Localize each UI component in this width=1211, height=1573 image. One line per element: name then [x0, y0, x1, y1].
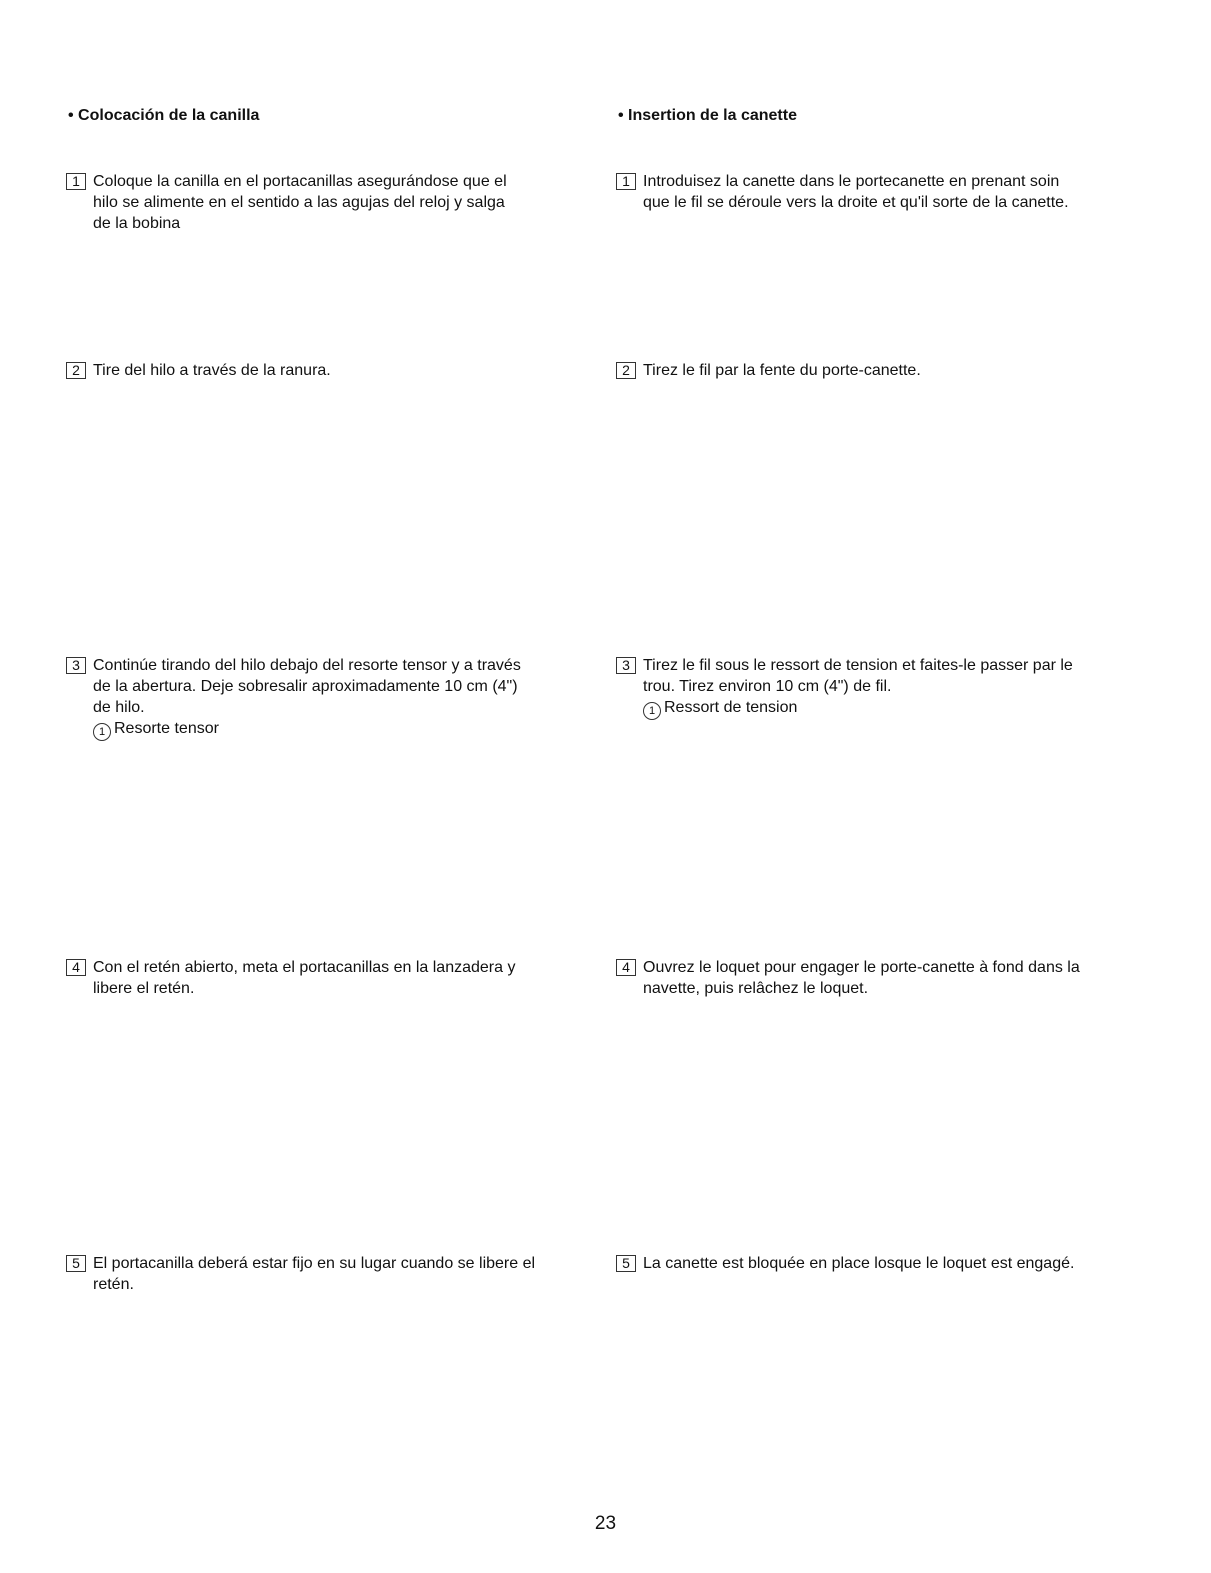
step-line: Tirez le fil par la fente du porte-canette. [643, 362, 921, 379]
step-number: 2 [66, 362, 86, 379]
step-text [93, 655, 596, 718]
step-line: El portacanilla deberá estar fijo en su lugar cuando se libere el [93, 1255, 536, 1272]
step-line: hilo se alimente en el sentido a las agujas del reloj y salga [93, 194, 505, 211]
step-text [643, 360, 1156, 381]
step-line: La canette est bloquée en place losque le loquet est engagé. [643, 1255, 1075, 1272]
step-text [93, 1253, 596, 1295]
callout-label [643, 697, 1156, 720]
step-number: 4 [66, 959, 86, 976]
step-line: Introduisez la canette dans le portecanette en prenant soin [643, 173, 1060, 190]
spanish-step-5 [66, 1253, 596, 1295]
page-number: 23 [594, 1513, 617, 1534]
spanish-heading: • Colocación de la canilla [68, 107, 260, 124]
step-number: 3 [66, 657, 86, 674]
step-number: 4 [616, 959, 636, 976]
french-step-5 [616, 1253, 1156, 1274]
step-number: 3 [616, 657, 636, 674]
step-number: 1 [616, 173, 636, 190]
step-number: 2 [616, 362, 636, 379]
step-number: 1 [66, 173, 86, 190]
callout-number: 1 [643, 702, 661, 720]
step-line: Con el retén abierto, meta el portacanillas en la lanzadera y [93, 959, 516, 976]
step-text [93, 171, 596, 234]
step-line: de la bobina [93, 215, 181, 232]
step-text [93, 957, 596, 999]
spanish-step-1 [66, 171, 596, 234]
step-text [643, 171, 1156, 213]
step-text [643, 655, 1156, 697]
step-line: trou. Tirez environ 10 cm (4") de fil. [643, 678, 892, 695]
step-text [643, 957, 1156, 999]
callout-text: Resorte tensor [114, 720, 219, 737]
step-line: Ouvrez le loquet pour engager le porte-canette à fond dans la [643, 959, 1080, 976]
step-line: Tirez le fil sous le ressort de tension et faites-le passer par le [643, 657, 1073, 674]
step-line: Coloque la canilla en el portacanillas asegurándose que el [93, 173, 507, 190]
french-step-4 [616, 957, 1156, 999]
french-step-1 [616, 171, 1156, 213]
step-line: Continúe tirando del hilo debajo del resorte tensor y a través [93, 657, 521, 674]
callout-number: 1 [93, 723, 111, 741]
step-line: retén. [93, 1276, 134, 1293]
french-step-2 [616, 360, 1156, 381]
step-number: 5 [616, 1255, 636, 1272]
step-line: libere el retén. [93, 980, 195, 997]
step-line: navette, puis relâchez le loquet. [643, 980, 869, 997]
french-heading: • Insertion de la canette [618, 107, 797, 124]
step-line: que le fil se déroule vers la droite et qu'il sorte de la canette. [643, 194, 1069, 211]
spanish-step-3 [66, 655, 596, 741]
step-number: 5 [66, 1255, 86, 1272]
callout-label [93, 718, 596, 741]
step-line: de hilo. [93, 699, 145, 716]
spanish-step-4 [66, 957, 596, 999]
step-line: de la abertura. Deje sobresalir aproximadamente 10 cm (4") [93, 678, 518, 695]
spanish-step-2 [66, 360, 596, 381]
step-text [643, 1253, 1156, 1274]
callout-text: Ressort de tension [664, 699, 798, 716]
step-text [93, 360, 596, 381]
step-line: Tire del hilo a través de la ranura. [93, 362, 331, 379]
french-step-3 [616, 655, 1156, 720]
